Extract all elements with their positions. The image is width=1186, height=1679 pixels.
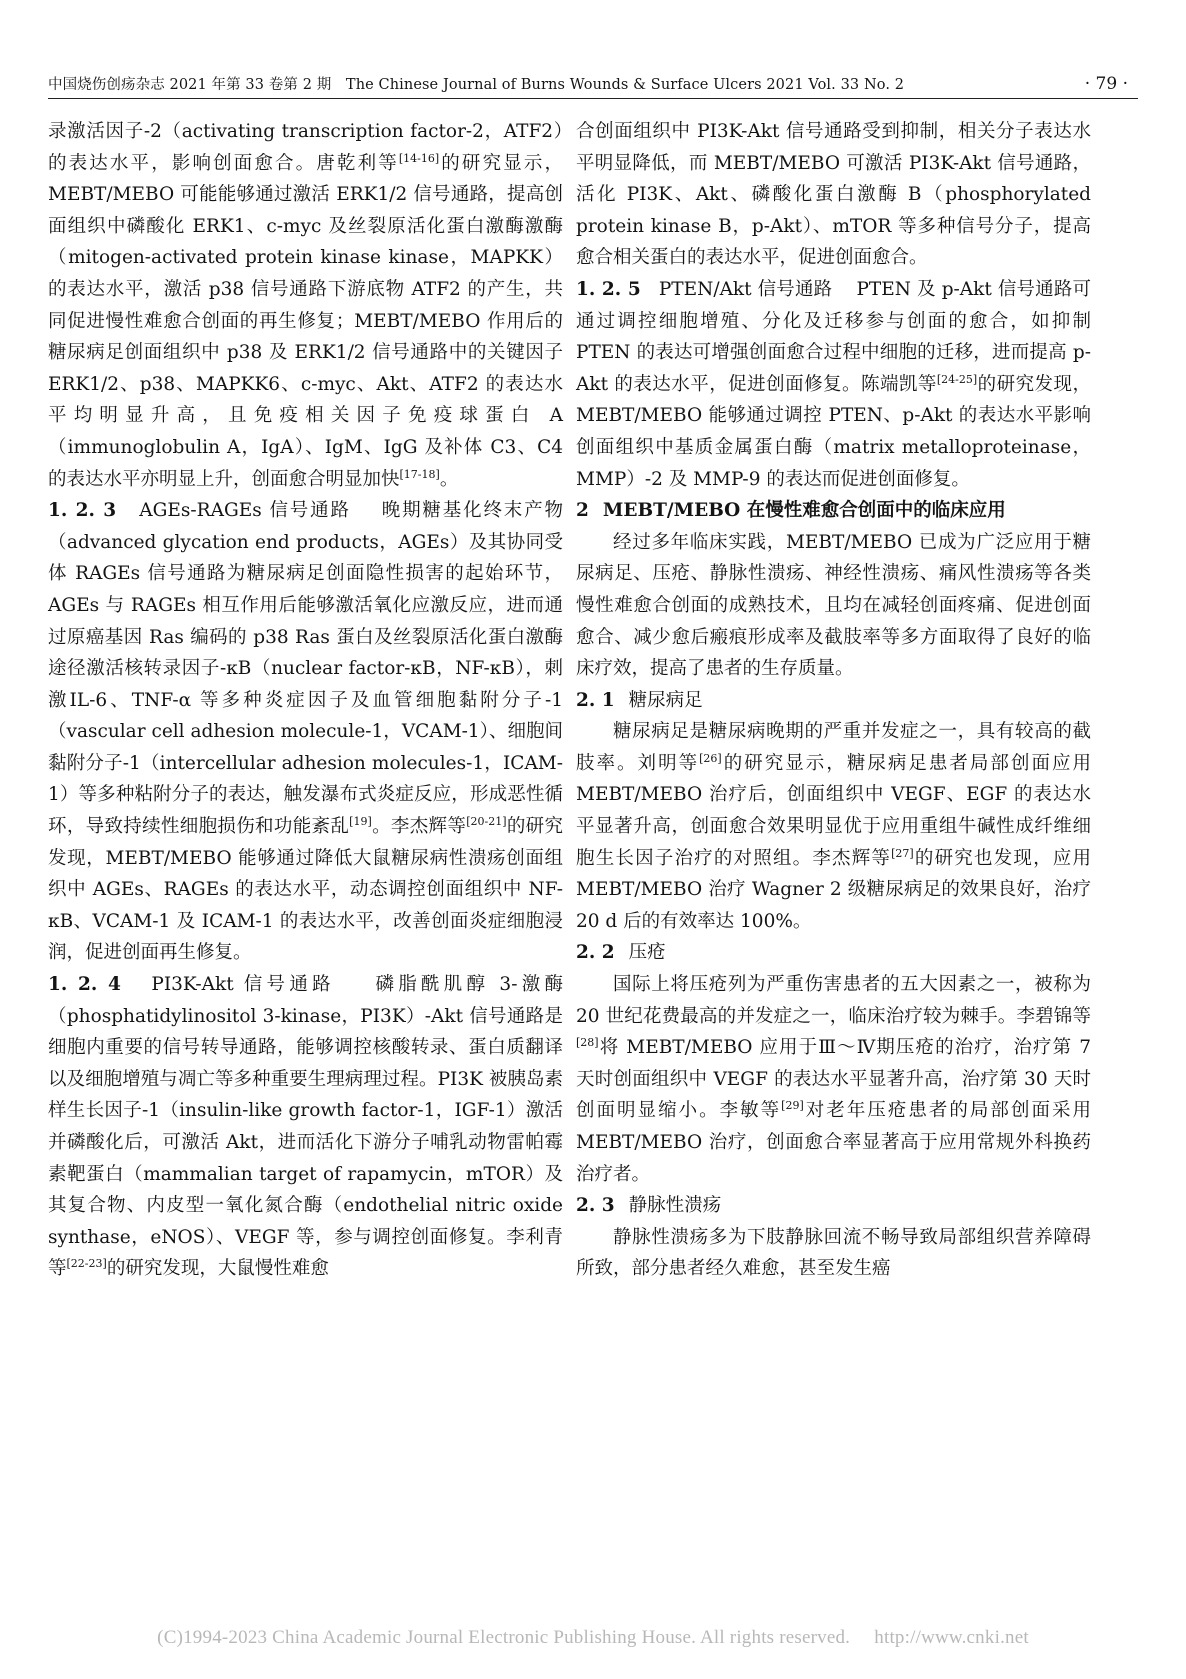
- paragraph-text: 晚期糖基化终末产物（advanced glycation end products，AGEs）及其协同受体 RAGEs 信号通路为糖尿病足创面隐性损害的起始环节，AGEs 与 RAGEs 相互作用后能够激活氧化应激反应，进而通过原癌基因 Ras 编码的 p38 Ras 蛋白及丝裂原活化蛋白激酶途径激活核转录因子-κB（nuclear factor-κB，NF-κB），刺激IL-6、TNF-α 等多种炎症因子及血管细胞黏附分子-1（vascular cell adhesion molecule-1，VCAM-1）、细胞间黏附分子-1（intercellular adhesion molecules-1，ICAM-1）等多种粘附分子的表达，触发瀑布式炎症反应，形成恶性循环，导致持续性细胞损伤和功能紊乱: [48, 500, 563, 838]
- citation-ref: [14-16]: [398, 151, 440, 165]
- section-2-2-paragraph: [576, 969, 1091, 1190]
- section-number: 2. 1: [576, 689, 615, 711]
- section-number: 1. 2. 3: [48, 500, 117, 522]
- citation-ref: [20-21]: [466, 815, 507, 829]
- section-2-1-paragraph: [576, 716, 1091, 937]
- journal-citation: 中国烧伤创疡杂志 2021 年第 33 卷第 2 期 The Chinese Journal of Burns Wounds & Surface Ulcers 2021 Vol. 33 No. 2: [48, 77, 905, 93]
- section-1-2-3: [48, 495, 563, 969]
- section-title: 压疮: [628, 942, 666, 964]
- paragraph-text: 的研究发现，MEBT/MEBO 能够通过调控 PTEN、p-Akt 的表达水平影响创面组织中基质金属蛋白酶（matrix metalloproteinase，MMP）-2 及 MMP-9 的表达而促进创面修复。: [576, 373, 1091, 490]
- section-number: 2: [576, 500, 589, 522]
- left-column: [48, 116, 563, 1285]
- section-2-1-heading: [576, 685, 1091, 717]
- section-number: 1. 2. 5: [576, 278, 641, 300]
- page-number: · 79 ·: [1084, 74, 1128, 94]
- section-title: MEBT/MEBO 在慢性难愈合创面中的临床应用: [602, 500, 1006, 522]
- paragraph-text: 的研究显示，MEBT/MEBO 可能能够通过激活 ERK1/2 信号通路，提高创面组织中磷酸化 ERK1、c-myc 及丝裂原活化蛋白激酶激酶（mitogen-activated protein kinase kinase，MAPKK）的表达水平，激活 p38 信号通路下游底物 ATF2 的产生，共同促进慢性难愈合创面的再生修复；MEBT/MEBO 作用后的糖尿病足创面组织中 p38 及 ERK1/2 信号通路中的关键因子 ERK1/2、p38、MAPKK6、c-myc、Akt、ATF2 的表达水平均明显升高，且免疫相关因子免疫球蛋白 A（immunoglobulin A，IgA）、IgM、IgG 及补体 C3、C4 的表达水平亦明显上升，创面愈合明显加快: [48, 152, 563, 490]
- section-title: PI3K-Akt 信号通路: [151, 974, 335, 996]
- section-title: AGEs-RAGEs 信号通路: [139, 500, 351, 522]
- citation-ref: [17-18]: [399, 467, 440, 481]
- section-2-heading: [576, 495, 1091, 527]
- paragraph-text: 录激活因子-2（activating transcription factor-2，ATF2）的表达水平，影响创面愈合。唐乾利等: [48, 121, 563, 174]
- copyright-watermark: (C)1994-2023 China Academic Journal Electronic Publishing House. All rights reserved. http://www.cnki.net: [157, 1627, 1029, 1648]
- section-number: 2. 3: [576, 1195, 615, 1217]
- paragraph-text: 的研究发现，MEBT/MEBO 能够通过降低大鼠糖尿病性溃疡创面组织中 AGEs、RAGEs 的表达水平，动态调控创面组织中 NF-κB、VCAM-1 及 ICAM-1 的表达水平，改善创面炎症细胞浸润，促进创面再生修复。: [48, 816, 563, 964]
- section-number: 2. 2: [576, 942, 615, 964]
- paragraph-text: 。: [439, 468, 459, 490]
- citation-ref: [29]: [781, 1099, 804, 1113]
- citation-ref: [26]: [699, 751, 722, 765]
- section-title: 糖尿病足: [628, 689, 703, 711]
- paragraph-text: 的研究也发现，应用 MEBT/MEBO 治疗 Wagner 2 级糖尿病足的效果良好，治疗 20 d 后的有效率达 100%。: [576, 847, 1091, 932]
- running-header: [48, 60, 1138, 99]
- right-column: [576, 116, 1091, 1285]
- citation-ref: [22-23]: [66, 1257, 107, 1271]
- paragraph-text: 。李杰辉等: [371, 816, 467, 838]
- citation-ref: [24-25]: [936, 372, 978, 386]
- paragraph-text: 的研究发现，大鼠慢性难愈: [106, 1258, 329, 1280]
- paragraph-pi3k-cont: 合创面组织中 PI3K-Akt 信号通路受到抑制，相关分子表达水平明显降低，而 MEBT/MEBO 可激活 PI3K-Akt 信号通路，活化 PI3K、Akt、磷酸化蛋白激酶 B（phosphorylated protein kinase B，p-Akt）、mTOR 等多种信号分子，提高愈合相关蛋白的表达水平，促进创面愈合。: [576, 121, 1091, 269]
- section-2-3-paragraph: 静脉性溃疡多为下肢静脉回流不畅导致局部组织营养障碍所致，部分患者经久难愈，甚至发生癌: [576, 1226, 1091, 1280]
- paragraph-text: 国际上将压疮列为严重伤害患者的五大因素之一，被称为 20 世纪花费最高的并发症之一，临床治疗较为棘手。李碧锦等: [576, 974, 1091, 1027]
- paragraph-text: 对老年压疮患者的局部创面采用 MEBT/MEBO 治疗，创面愈合率显著高于应用常规外科换药治疗者。: [576, 1100, 1091, 1185]
- section-2-2-heading: [576, 937, 1091, 969]
- paragraph-text: 糖尿病足是糖尿病晚期的严重并发症之一，具有较高的截肢率。刘明等: [576, 721, 1091, 774]
- paragraph-erk: [48, 116, 563, 495]
- section-title: 静脉性溃疡: [628, 1195, 722, 1217]
- paragraph-text: 磷脂酰肌醇 3-激酶（phosphatidylinositol 3-kinase，PI3K）-Akt 信号通路是细胞内重要的信号转导通路，能够调控核酸转录、蛋白质翻译以及细胞增殖与凋亡等多种重要生理病理过程。PI3K 被胰岛素样生长因子-1（insulin-like growth factor-1，IGF-1）激活并磷酸化后，可激活 Akt，进而活化下游分子哺乳动物雷帕霉素靶蛋白（mammalian target of rapamycin，mTOR）及其复合物、内皮型一氧化氮合酶（endothelial nitric oxide synthase，eNOS）、VEGF 等，参与调控创面修复。李利青等: [48, 974, 563, 1280]
- paragraph-text: PTEN 及 p-Akt 信号通路可通过调控细胞增殖、分化及迁移参与创面的愈合，如抑制 PTEN 的表达可增强创面愈合过程中细胞的迁移，进而提高 p-Akt 的表达水平，促进创面修复。陈端凯等: [576, 278, 1091, 395]
- citation-ref: [27]: [891, 846, 914, 860]
- paragraph-text: 的研究显示，糖尿病足患者局部创面应用 MEBT/MEBO 治疗后，创面组织中 VEGF、EGF 的表达水平显著升高，创面愈合效果明显优于应用重组牛碱性成纤维细胞生长因子治疗的对照组。李杰辉等: [576, 752, 1091, 869]
- section-1-2-5: [576, 274, 1091, 495]
- section-number: 1. 2. 4: [48, 974, 121, 996]
- citation-ref: [28]: [576, 1036, 599, 1050]
- section-title: PTEN/Akt 信号通路: [658, 278, 833, 300]
- section-1-2-4: [48, 969, 563, 1285]
- section-2-paragraph: 经过多年临床实践，MEBT/MEBO 已成为广泛应用于糖尿病足、压疮、静脉性溃疡、神经性溃疡、痛风性溃疡等各类慢性难愈合创面的成熟技术，且均在减轻创面疼痛、促进创面愈合、减少愈后瘢痕形成率及截肢率等多方面取得了良好的临床疗效，提高了患者的生存质量。: [576, 531, 1091, 680]
- paragraph-text: 将 MEBT/MEBO 应用于Ⅲ～Ⅳ期压疮的治疗，治疗第 7 天时创面组织中 VEGF 的表达水平显著升高，治疗第 30 天时创面明显缩小。李敏等: [576, 1037, 1091, 1122]
- citation-ref: [19]: [349, 815, 372, 829]
- section-2-3-heading: [576, 1190, 1091, 1222]
